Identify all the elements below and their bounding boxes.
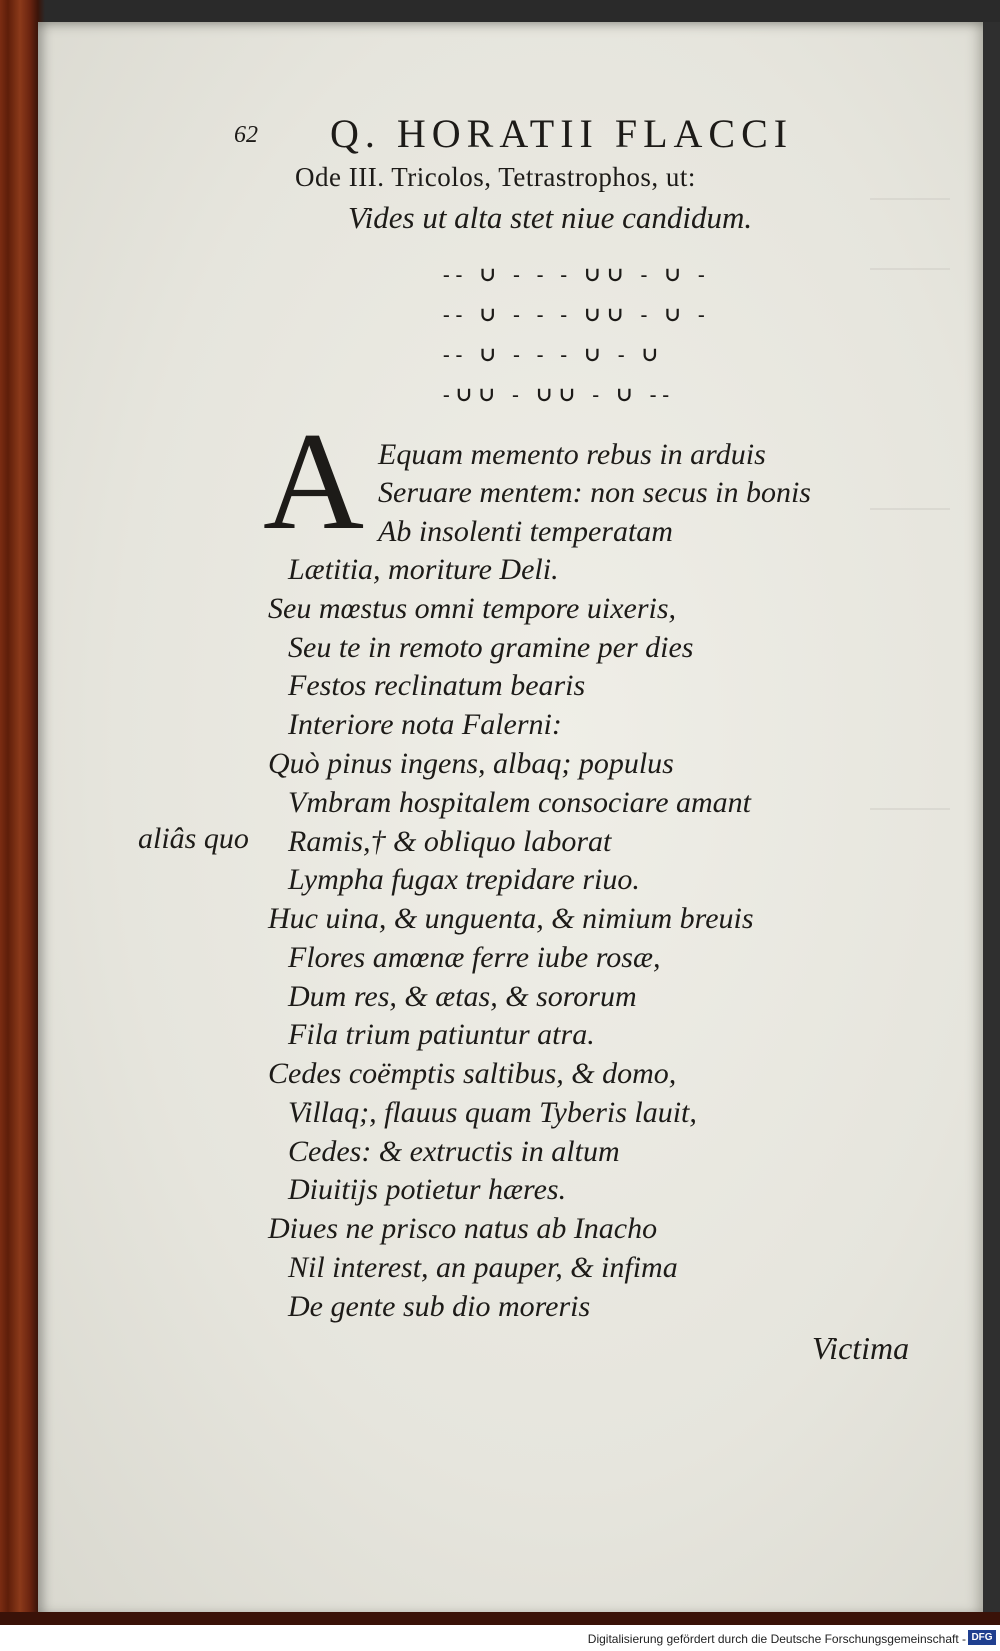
verse-line: Flores amœnæ ferre iube rosæ, xyxy=(288,941,661,974)
verse-line: Festos reclinatum bearis xyxy=(288,669,586,702)
page-number: 62 xyxy=(234,122,258,148)
page-edge-bottom xyxy=(0,1612,1000,1626)
verse-line: Diuitijs potietur hæres. xyxy=(288,1173,567,1206)
catchword: Victima xyxy=(812,1330,910,1366)
drop-cap: A xyxy=(263,404,365,559)
verse-line: Villaq;, flauus quam Tyberis lauit, xyxy=(288,1096,697,1129)
page-edge-right xyxy=(983,22,1000,1622)
meter-line: -- ∪ - - - ∪∪ - ∪ - xyxy=(443,264,711,286)
verse-line: Seu te in remoto gramine per dies xyxy=(288,631,694,664)
verse-line: Ramis,† & obliquo laborat xyxy=(288,825,612,858)
verse-line: Huc uina, & unguenta, & nimium breuis xyxy=(268,902,754,935)
verse-line: Ab insolenti temperatam xyxy=(378,515,673,548)
verse-line: Quò pinus ingens, albaq; populus xyxy=(268,747,674,780)
verse-line: Seu mœstus omni tempore uixeris, xyxy=(268,592,677,625)
bleed-through-mark xyxy=(870,780,950,810)
running-head: Q. HORATII FLACCI xyxy=(330,111,794,156)
verse-line: Equam memento rebus in arduis xyxy=(378,438,766,471)
incipit-line: Vides ut alta stet niue candidum. xyxy=(348,200,753,235)
verse-line: Nil interest, an pauper, & infima xyxy=(288,1251,678,1284)
verse-line: Cedes: & extructis in altum xyxy=(288,1135,620,1168)
verse-line: Seruare mentem: non secus in bonis xyxy=(378,476,811,509)
verse-line: Fila trium patiuntur atra. xyxy=(288,1018,595,1051)
ode-heading: Ode III. Tricolos, Tetrastrophos, ut: xyxy=(295,162,696,192)
dfg-logo: DFG xyxy=(968,1630,996,1645)
bleed-through-mark xyxy=(870,240,950,270)
verse-line: Cedes coëmptis saltibus, & domo, xyxy=(268,1057,677,1090)
verse-line: Vmbram hospitalem consociare amant xyxy=(288,786,752,819)
meter-line: -- ∪ - - - ∪ - ∪ xyxy=(443,344,665,366)
verse-line: De gente sub dio moreris xyxy=(288,1290,591,1323)
verse-line: Lympha fugax trepidare riuo. xyxy=(288,863,640,896)
bleed-through-mark xyxy=(870,170,950,200)
footer-credit: Digitalisierung gefördert durch die Deutsche Forschungsgemeinschaft - xyxy=(587,1632,966,1646)
verse-line: Diues ne prisco natus ab Inacho xyxy=(268,1212,658,1245)
bleed-through-mark xyxy=(870,480,950,510)
verse-line: Interiore nota Falerni: xyxy=(288,708,562,741)
verse-line: Lætitia, moriture Deli. xyxy=(288,553,559,586)
meter-line: -- ∪ - - - ∪∪ - ∪ - xyxy=(443,304,711,326)
margin-note: aliâs quo xyxy=(138,822,249,855)
meter-line: -∪∪ - ∪∪ - ∪ -- xyxy=(443,384,676,406)
verse-line: Dum res, & ætas, & sororum xyxy=(288,980,637,1013)
